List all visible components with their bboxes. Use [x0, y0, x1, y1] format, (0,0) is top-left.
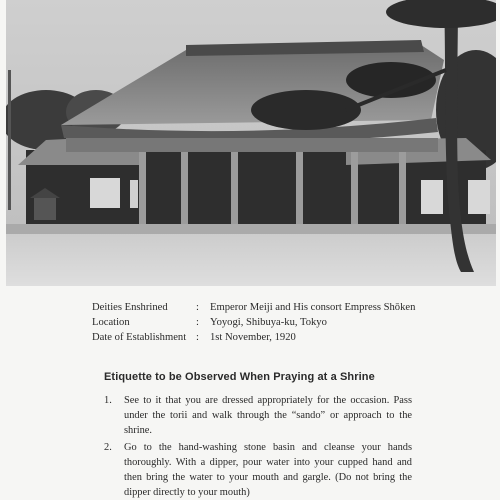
- fact-label: Deities Enshrined: [92, 302, 168, 313]
- fact-label: Date of Establishment: [92, 332, 187, 343]
- fact-value: Emperor Meiji and His consort Empress Shōken: [210, 302, 416, 313]
- item-text: Go to the hand-washing stone basin and cleanse your hands thoroughly. With a dipper, pour water into your cupped hand and then bring the water to your mouth and gargle. (Do not bring the dipper directly to your mouth): [124, 442, 412, 498]
- fact-row-location: [92, 315, 492, 330]
- item-text: See to it that you are dressed appropriately for the occasion. Pass under the torii and walk through the “sando” or approach to the shrine.: [124, 395, 412, 436]
- fact-label: Location: [92, 317, 130, 328]
- fact-row-established: [92, 330, 492, 345]
- fact-value: 1st November, 1920: [210, 332, 296, 343]
- item-number: 2.: [104, 442, 112, 453]
- etiquette-title: Etiquette to be Observed When Praying at a Shrine: [104, 371, 375, 383]
- fact-separator: :: [196, 302, 199, 313]
- item-number: 1.: [104, 395, 112, 406]
- fact-value: Yoyogi, Shibuya-ku, Tokyo: [210, 317, 327, 328]
- etiquette-section: [104, 371, 500, 500]
- fact-separator: :: [196, 332, 199, 343]
- etiquette-item: [104, 440, 500, 500]
- etiquette-item: [104, 393, 500, 438]
- fact-row-deities: [92, 300, 492, 315]
- shrine-facts: [92, 300, 492, 345]
- shrine-photo: [6, 0, 496, 286]
- shrine-hall-illustration: [6, 0, 496, 286]
- fact-separator: :: [196, 317, 199, 328]
